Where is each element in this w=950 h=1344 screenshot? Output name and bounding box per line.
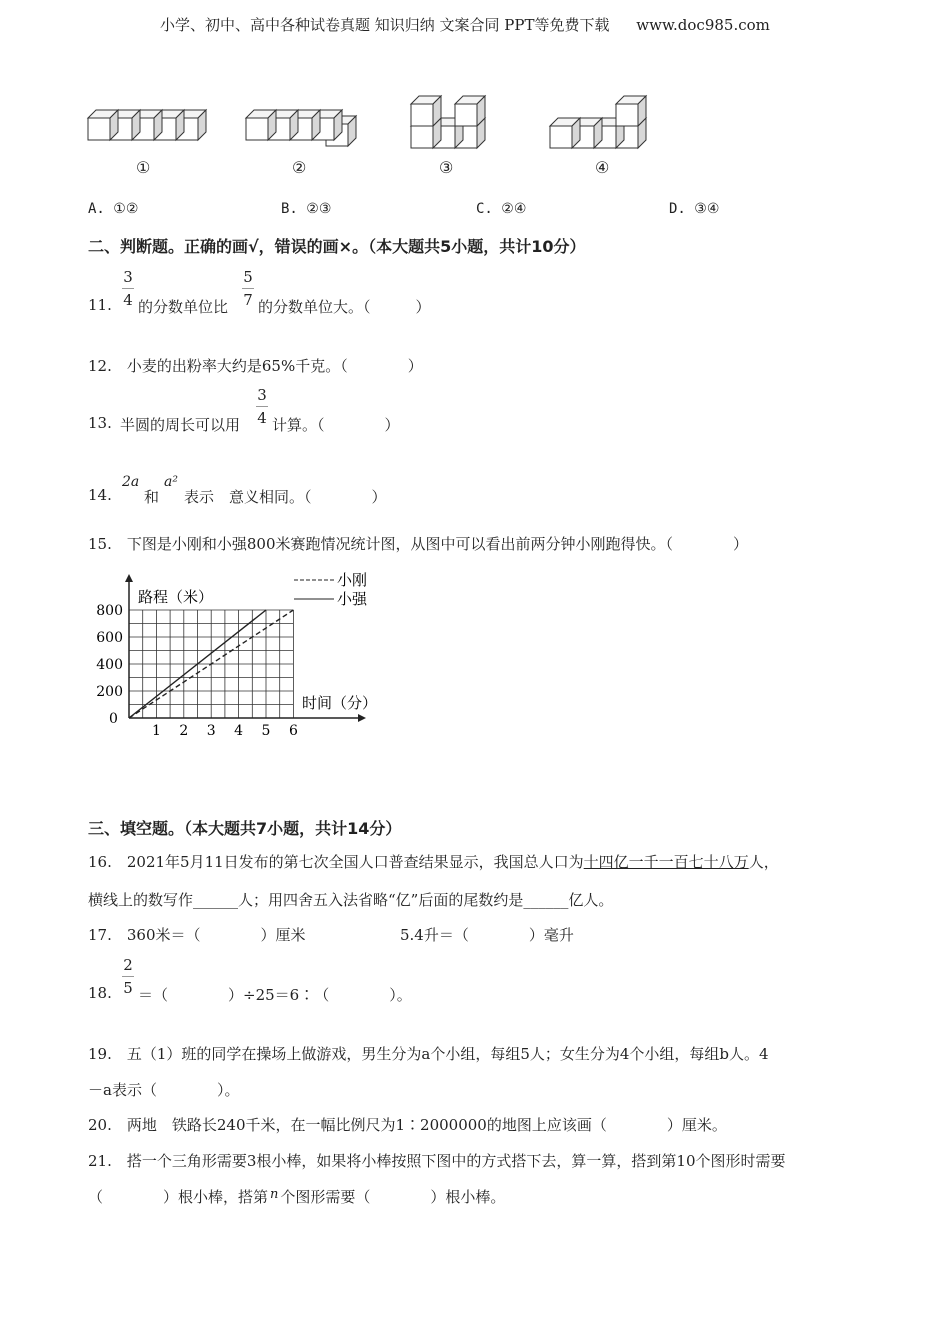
q11-f1-den: 4 [123, 291, 133, 309]
q13-number: 13. [88, 414, 112, 432]
page-header [160, 14, 770, 35]
q21-part1: （ ）根小棒，搭第 [88, 1188, 269, 1206]
q16-line2: 横线上的数写作______人；用四舍五入法省略“亿”后面的尾数约是______亿人。 [88, 891, 614, 909]
q16-pre: 16. 2021年5月11日发布的第七次全国人口普查结果显示，我国总人口为 [88, 853, 584, 871]
q19-line1: 19. 五（1）班的同学在操场上做游戏，男生分为a个小组，每组5人；女生分为4个小组，每组b人。4 [88, 1045, 769, 1063]
legend-xiaogang: 小刚 [337, 571, 368, 589]
cube-figure-2 [246, 110, 356, 146]
q14-expr-1: 2a [122, 474, 140, 490]
q11-f2-num: 5 [243, 268, 253, 286]
q11-mid: 的分数单位比 [138, 298, 229, 316]
x-tick-label: 6 [288, 723, 298, 739]
q17-part2: 5.4升＝（ ）毫升 [400, 926, 574, 944]
q11-fraction-2 [242, 268, 254, 309]
q16-line1 [88, 851, 779, 872]
q13-tail: 计算。（ ） [272, 416, 400, 434]
x-tick-label: 1 [151, 723, 161, 739]
y-tick-label: 400 [96, 657, 123, 673]
q18-fraction [122, 956, 134, 997]
section3-title: 三、填空题。（本大题共7小题，共计14分） [88, 819, 402, 838]
legend-xiaoqiang: 小强 [337, 590, 368, 608]
q14-and: 和 [144, 488, 160, 506]
q11-f1-num: 3 [123, 268, 133, 286]
q18-f-den: 5 [123, 979, 133, 997]
q21-part2: 个图形需要（ ）根小棒。 [280, 1188, 506, 1206]
race-chart [96, 566, 396, 746]
q18-tail: ＝（ ）÷25＝6∶（ ）。 [138, 986, 412, 1004]
header-text: 小学、初中、高中各种试卷真题 知识归纳 文案合同 PPT等免费下载 [160, 16, 610, 34]
q21-line2 [88, 1186, 505, 1207]
q11-f2-den: 7 [243, 291, 253, 309]
q13-text: 半圆的周长可以用 [120, 416, 241, 434]
q14-expr-2: a² [164, 474, 178, 490]
q11-number: 11. [88, 296, 112, 314]
cube-figures [80, 90, 680, 160]
q14-tail: 表示 意义相同。（ ） [184, 488, 387, 506]
q21-line1: 21. 搭一个三角形需要3根小棒，如果将小棒按照下图中的方式搭下去，算一算，搭到第10个图形时需要 [88, 1152, 786, 1170]
chart-xlabel: 时间（分） [302, 694, 378, 712]
q15: 15. 下图是小刚和小强800米赛跑情况统计图，从图中可以看出前两分钟小刚跑得快。（ ） [88, 535, 748, 553]
cube-figure-1 [88, 110, 206, 140]
q13-f-den: 4 [257, 409, 267, 427]
cube-figure-4 [550, 96, 646, 148]
q16-underlined: 十四亿一千一百七十八万 [583, 853, 749, 871]
q17-part1: 17. 360米＝（ ）厘米 [88, 926, 306, 944]
x-tick-label: 5 [261, 723, 271, 739]
q13-f-num: 3 [257, 386, 267, 404]
y-tick-label: 800 [96, 603, 123, 619]
figure-label-4: ④ [595, 158, 610, 177]
x-tick-label: 3 [206, 723, 216, 739]
q16-post: 人， [748, 853, 779, 871]
figure-label-1: ① [136, 158, 151, 177]
q18-number: 18. [88, 984, 112, 1002]
x-tick-label: 4 [234, 723, 244, 739]
q11-fraction-1 [122, 268, 134, 309]
q13-fraction [256, 386, 268, 427]
y-tick-label: 600 [96, 630, 123, 646]
q21-n: n [270, 1187, 279, 1202]
origin-label: 0 [109, 711, 118, 727]
q12: 12. 小麦的出粉率大约是65%千克。（ ） [88, 357, 423, 375]
x-tick-label: 2 [179, 723, 189, 739]
option-a[interactable]: A. ①② [88, 201, 139, 217]
q18-f-num: 2 [123, 956, 133, 974]
q20: 20. 两地 铁路长240千米，在一幅比例尺为1∶2000000的地图上应该画（ ）厘米。 [88, 1116, 727, 1134]
cube-figure-3 [411, 96, 485, 148]
header-url[interactable]: www.doc985.com [636, 16, 770, 34]
figure-label-2: ② [292, 158, 307, 177]
option-c[interactable]: C. ②④ [476, 201, 527, 217]
section2-title: 二、判断题。正确的画√，错误的画×。（本大题共5小题，共计10分） [88, 237, 586, 256]
chart-ylabel: 路程（米） [138, 588, 214, 606]
figure-label-3: ③ [439, 158, 454, 177]
option-b[interactable]: B. ②③ [281, 201, 332, 217]
q14-number: 14. [88, 486, 112, 504]
q11-tail: 的分数单位大。（ ） [258, 298, 431, 316]
option-d[interactable]: D. ③④ [669, 201, 720, 217]
q19-line2: －a表示（ ）。 [88, 1081, 240, 1099]
y-tick-label: 200 [96, 684, 123, 700]
